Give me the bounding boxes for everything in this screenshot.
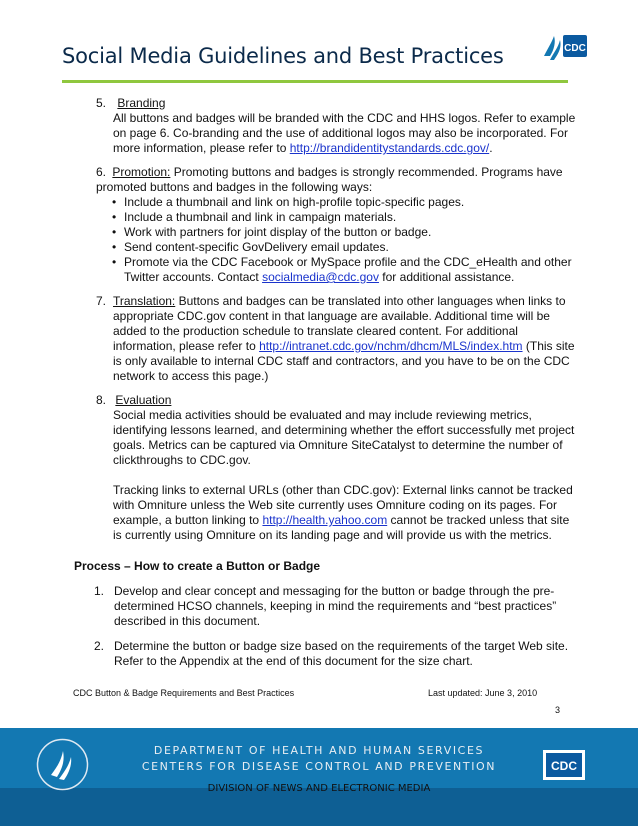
svg-text:CDC: CDC — [564, 43, 586, 54]
section-text — [113, 294, 576, 384]
section-number: 6. — [96, 165, 107, 179]
list-item: • Include a thumbnail and link on high-profile topic-specific pages. — [124, 195, 576, 210]
process-heading: Process – How to create a Button or Badge — [74, 559, 321, 573]
step-number: 1. — [94, 584, 105, 598]
banner-dept-line: DEPARTMENT OF HEALTH AND HUMAN SERVICES — [153, 744, 485, 757]
branding-text-end: . — [489, 141, 493, 155]
promotion-intro: Promoting buttons and badges is strongly recommended. Programs have promoted buttons and badges in the following ways: — [96, 165, 563, 194]
translation-text-end: (This site is only available to internal CDC staff and contractors, and you have to be on the CDC network to access this page.) — [113, 339, 575, 383]
list-item: • Send content-specific GovDelivery email updates. — [124, 240, 576, 255]
hhs-cdc-logo-icon — [540, 26, 590, 68]
step-text: Determine the button or badge size based on the requirements of the target Web site. Refer to the Appendix at the end of this document for the size chart. — [114, 639, 569, 668]
section-heading: Branding — [117, 96, 166, 110]
promotion-list — [106, 195, 576, 285]
section-text — [113, 408, 576, 543]
section-heading: Promotion: — [112, 165, 171, 179]
health-yahoo-link[interactable]: http://health.yahoo.com — [262, 513, 388, 527]
svg-text:CDC: CDC — [551, 759, 577, 773]
section-translation — [62, 294, 576, 384]
page-title: Social Media Guidelines and Best Practices — [62, 44, 504, 68]
branding-text: All buttons and badges will be branded with the CDC and HHS logos. Refer to example on page 6. Co-branding and the use of additional logos may also be incorporated. For more information, please refer to — [113, 111, 576, 155]
process-step — [94, 639, 576, 669]
tracking-paragraph — [113, 483, 576, 543]
section-branding — [62, 96, 576, 156]
list-item: • Work with partners for joint display of the button or badge. — [124, 225, 576, 240]
translation-text: Buttons and badges can be translated into other languages when links to appropriate CDC.gov content in that language are available. Additional time will be added to the production schedule to translate cleared content. For additional information, please refer to — [113, 294, 566, 353]
section-text — [113, 111, 576, 156]
banner-division: DIVISION OF NEWS AND ELECTRONIC MEDIA — [207, 783, 431, 794]
document-body — [62, 96, 576, 679]
header-rule — [62, 80, 568, 83]
process-step — [94, 584, 576, 629]
section-text — [106, 195, 576, 285]
step-number: 2. — [94, 639, 105, 653]
evaluation-paragraph: Social media activities should be evaluated and may include reviewing metrics, identifying lessons learned, and determining whether the effort successfully met project goals. Metrics can be captured via Omniture SiteCatalyst to determine the number of clickthroughs to CDC.gov. — [113, 408, 575, 467]
page-number: 3 — [555, 705, 561, 715]
brand-identity-link[interactable]: http://brandidentitystandards.cdc.gov/ — [289, 141, 490, 155]
tracking-text: Tracking links to external URLs (other than CDC.gov): External links cannot be tracked with Omniture unless the Web site currently uses Omniture coding on its pages. For example, a button linking to — [113, 483, 573, 527]
banner-centers-line: CENTERS FOR DISEASE CONTROL AND PREVENTION — [141, 760, 497, 773]
socialmedia-email-link[interactable]: socialmedia@cdc.gov — [262, 270, 379, 284]
promote-text-end: for additional assistance. — [378, 270, 515, 284]
mls-intranet-link[interactable]: http://intranet.cdc.gov/nchm/dhcm/MLS/index.htm — [259, 339, 523, 353]
section-heading: Evaluation — [115, 393, 172, 407]
tracking-text-end: cannot be tracked unless that site is currently using Omniture on its landing page and will provide us with the metrics. — [113, 513, 570, 542]
footer-doc-title: CDC Button & Badge Requirements and Best Practices — [73, 688, 295, 698]
section-evaluation — [62, 393, 576, 543]
section-number: 8. — [96, 393, 107, 407]
section-heading: Translation: — [113, 294, 176, 308]
section-promotion — [62, 165, 576, 285]
process-steps — [94, 584, 576, 669]
step-text: Develop and clear concept and messaging for the button or badge through the pre-determined HCSO channels, keeping in mind the requirements and “best practices” described in this document. — [114, 584, 557, 628]
promote-text: Promote via the CDC Facebook or MySpace profile and the CDC_eHealth and other Twitter accounts. Contact — [124, 255, 572, 284]
section-number: 7. — [96, 294, 107, 308]
footer-updated: Last updated: June 3, 2010 — [428, 688, 538, 698]
list-item — [124, 255, 576, 285]
cdc-logo-icon — [543, 750, 585, 780]
list-item: • Include a thumbnail and link in campaign materials. — [124, 210, 576, 225]
section-number: 5. — [96, 96, 107, 110]
